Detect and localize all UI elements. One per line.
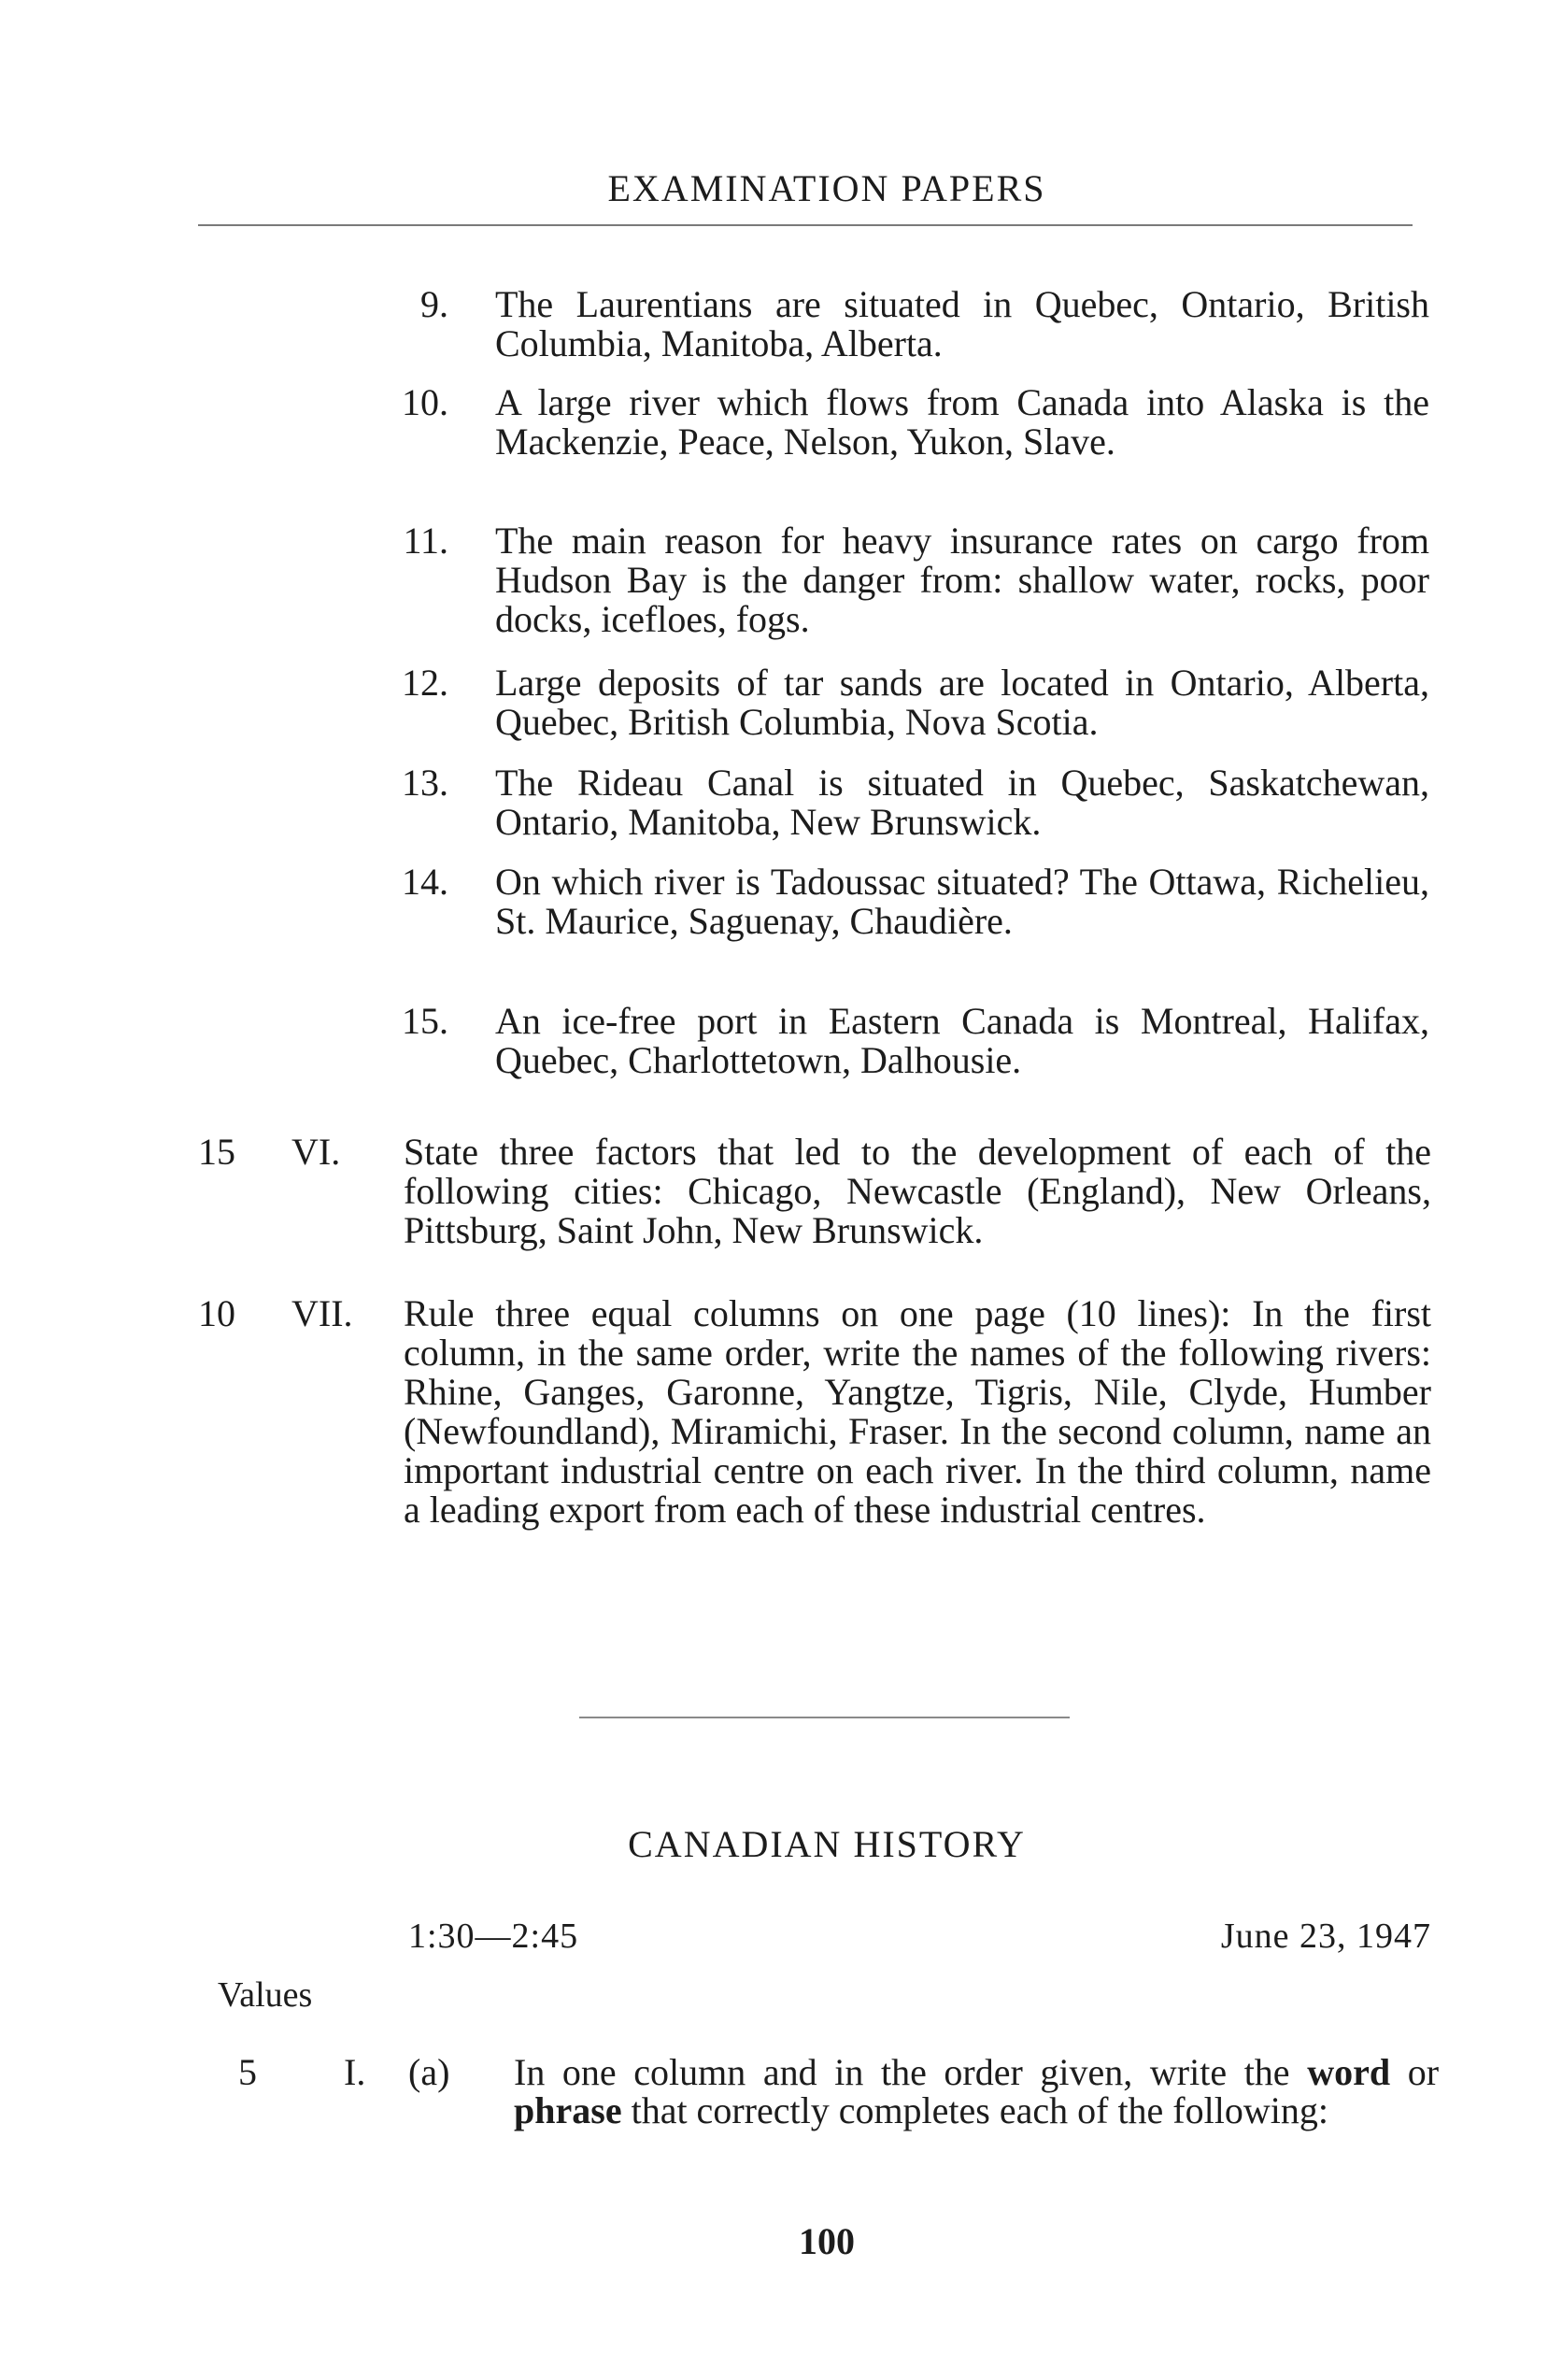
section-vi xyxy=(198,1133,1431,1250)
exam-time: 1:30—2:45 xyxy=(408,1917,579,1956)
section-value: 10 xyxy=(198,1292,235,1334)
question-number: 9. xyxy=(420,283,448,325)
question-text: The Rideau Canal is situated in Quebec, Saskatchewan, Ontario, Manitoba, New Brunswick. xyxy=(495,762,1429,843)
question-item xyxy=(392,862,1429,941)
question-text: On which river is Tadoussac situated? The Ottawa, Richelieu, St. Maurice, Saguenay, Chaudière. xyxy=(495,861,1429,942)
section-text: State three factors that led to the development of each of the following cities: Chicago, Newcastle (England), New Orleans, Pittsburg, Saint John, New Brunswick. xyxy=(404,1131,1431,1251)
part-one-question xyxy=(206,2053,1439,2130)
question-text: An ice-free port in Eastern Canada is Montreal, Halifax, Quebec, Charlottetown, Dalhousie. xyxy=(495,1000,1429,1081)
instruction-bold-word: word xyxy=(1307,2051,1391,2093)
question-item xyxy=(392,383,1429,462)
question-number: 12. xyxy=(402,662,448,704)
header-rule xyxy=(198,224,1413,226)
section-vii xyxy=(198,1294,1431,1530)
question-text: The Laurentians are situated in Quebec, Ontario, British Columbia, Manitoba, Alberta. xyxy=(495,283,1429,364)
section-text: Rule three equal columns on one page (10 lines): In the first column, in the same order, write the names of the following rivers: Rhine, Ganges, Garonne, Yangtze, Tigris, Nile, Clyde, Humber (Newfoundland), Miramichi, Fraser. In the second column, name an important industrial centre on each river. In the third column, name a leading export from each of these industrial centres. xyxy=(404,1292,1431,1531)
question-number: 10. xyxy=(402,381,448,423)
question-item xyxy=(392,521,1429,639)
section-value: 15 xyxy=(198,1131,235,1173)
part-numeral: I. xyxy=(344,2051,366,2093)
question-number: 11. xyxy=(403,520,448,562)
part-instruction xyxy=(514,2053,1439,2130)
instruction-text-start: In one column and in the order given, write the xyxy=(514,2051,1290,2093)
question-item xyxy=(392,663,1429,742)
section-numeral: VII. xyxy=(291,1292,353,1334)
question-number: 14. xyxy=(402,861,448,903)
question-text: A large river which flows from Canada into Alaska is the Mackenzie, Peace, Nelson, Yukon, Slave. xyxy=(495,381,1429,463)
section-numeral: VI. xyxy=(291,1131,341,1173)
question-item xyxy=(392,1002,1429,1080)
question-text: Large deposits of tar sands are located in Ontario, Alberta, Quebec, British Columbia, Nova Scotia. xyxy=(495,662,1429,743)
question-number: 15. xyxy=(402,1000,448,1042)
part-value: 5 xyxy=(238,2051,257,2093)
part-letter: (a) xyxy=(408,2051,450,2093)
question-item xyxy=(392,285,1429,363)
instruction-connector: or xyxy=(1407,2051,1440,2093)
section-divider-rule xyxy=(579,1717,1070,1718)
question-item xyxy=(392,763,1429,842)
instruction-text-end: that correctly completes each of the following: xyxy=(631,2089,1328,2131)
subject-title: CANADIAN HISTORY xyxy=(628,1823,1026,1865)
values-column-label: Values xyxy=(218,1975,313,2015)
running-head: EXAMINATION PAPERS xyxy=(607,167,1046,209)
page-number: 100 xyxy=(799,2220,855,2262)
question-number: 13. xyxy=(402,762,448,804)
question-text: The main reason for heavy insurance rates on cargo from Hudson Bay is the danger from: shallow water, rocks, poor docks, icefloes, fogs. xyxy=(495,520,1429,640)
instruction-bold-phrase: phrase xyxy=(514,2089,622,2131)
exam-date: June 23, 1947 xyxy=(1220,1917,1431,1956)
